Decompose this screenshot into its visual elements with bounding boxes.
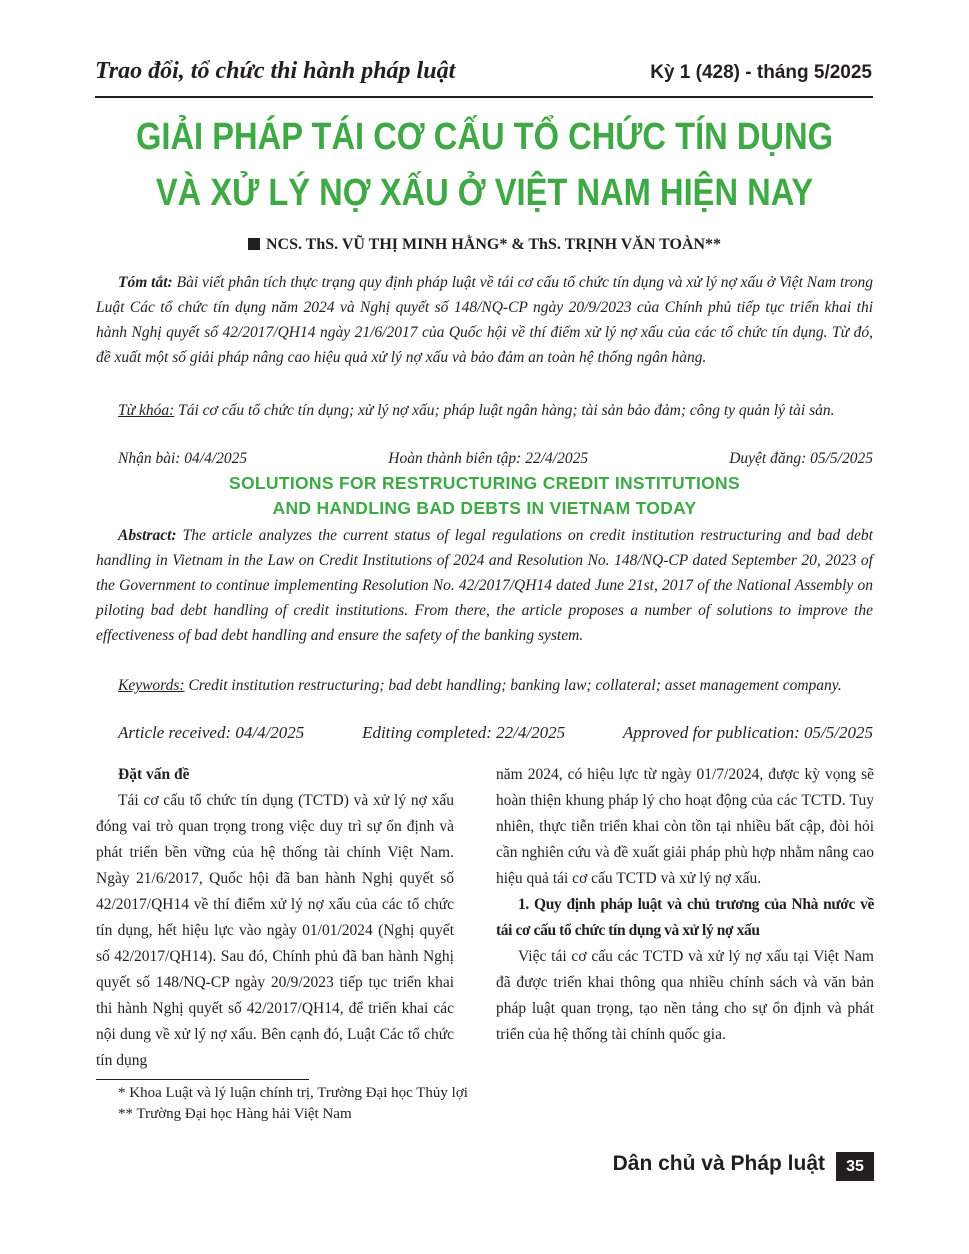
keywords-vi-text: Tái cơ cấu tổ chức tín dụng; xử lý nợ xấu; pháp luật ngân hàng; tài sản bảo đảm; công ty quản lý tài sản. bbox=[174, 402, 835, 419]
journal-name: Dân chủ và Pháp luật bbox=[612, 1152, 825, 1175]
authors-text: NCS. ThS. VŨ THỊ MINH HẰNG* & ThS. TRỊNH VĂN TOÀN** bbox=[265, 236, 722, 253]
running-header-section: Trao đổi, tổ chức thi hành pháp luật bbox=[95, 58, 456, 84]
date-edited-vi: Hoàn thành biên tập: 22/4/2025 bbox=[388, 450, 589, 467]
body-column-right bbox=[496, 762, 874, 1048]
article-title-line-2: VÀ XỬ LÝ NỢ XẤU Ở VIỆT NAM HIỆN NAY bbox=[155, 172, 814, 214]
abstract-en-label: Abstract: bbox=[118, 527, 177, 544]
running-header-issue: Kỳ 1 (428) - tháng 5/2025 bbox=[650, 62, 872, 83]
article-title-line-1: GIẢI PHÁP TÁI CƠ CẤU TỔ CHỨC TÍN DỤNG bbox=[135, 116, 834, 158]
keywords-en-label: Keywords: bbox=[118, 677, 185, 694]
dates-en bbox=[118, 723, 873, 743]
intro-heading: Đặt vấn đề bbox=[118, 766, 190, 783]
section-1-paragraph: Việc tái cơ cấu các TCTD và xử lý nợ xấu tại Việt Nam đã được triển khai thông qua nhiều chính sách và văn bản pháp luật quan trọng, tạo nền tảng cho sự ổn định và phát triển của hệ thống tài chính quốc gia. bbox=[496, 948, 874, 1043]
authors bbox=[0, 236, 969, 254]
date-approved-vi: Duyệt đăng: 05/5/2025 bbox=[729, 450, 873, 467]
intro-paragraph-continued: năm 2024, có hiệu lực từ ngày 01/7/2024, được kỳ vọng sẽ hoàn thiện khung pháp lý cho hoạt động của các TCTD. Tuy nhiên, thực tiễn triển khai còn tồn tại nhiều bất cập, đòi hỏi cần nghiên cứu và đề xuất giải pháp phù hợp nhằm nâng cao hiệu quả tái cơ cấu TCTD và xử lý nợ xấu. bbox=[496, 766, 874, 887]
summary-vi-label: Tóm tắt: bbox=[118, 274, 173, 291]
keywords-vi bbox=[96, 398, 873, 423]
footnote-2: ** Trường Đại học Hàng hải Việt Nam bbox=[118, 1106, 352, 1122]
english-title-line-1: SOLUTIONS FOR RESTRUCTURING CREDIT INSTITUTIONS bbox=[229, 473, 740, 493]
page-number: 35 bbox=[836, 1152, 874, 1181]
keywords-en bbox=[96, 673, 873, 698]
english-title-line-2: AND HANDLING BAD DEBTS IN VIETNAM TODAY bbox=[272, 498, 697, 518]
square-bullet-icon bbox=[248, 238, 260, 250]
header-rule bbox=[95, 96, 873, 98]
summary-vi bbox=[96, 270, 873, 370]
date-received-en: Article received: 04/4/2025 bbox=[118, 723, 305, 742]
keywords-vi-label: Từ khóa: bbox=[118, 402, 175, 419]
section-1-heading: 1. Quy định pháp luật và chủ trương của Nhà nước về tái cơ cấu tổ chức tín dụng và xử lý nợ xấu bbox=[496, 896, 874, 939]
intro-paragraph: Tái cơ cấu tổ chức tín dụng (TCTD) và xử lý nợ xấu đóng vai trò quan trọng trong việc duy trì sự ổn định và phát triển bền vững của hệ thống tài chính Việt Nam. Ngày 21/6/2017, Quốc hội đã ban hành Nghị quyết số 42/2017/QH14 về thí điểm xử lý nợ xấu của các tổ chức tín dụng, hết hiệu lực vào ngày 01/01/2024 (Nghị quyết số 42/2017/QH14). Sau đó, Chính phủ đã ban hành Nghị quyết số 148/NQ-CP ngày 20/9/2023 tiếp tục triển khai thi hành Nghị quyết số 42/2017/QH14, để triển khai các nội dung về xử lý nợ xấu. Bên cạnh đó, Luật Các tổ chức tín dụng bbox=[96, 792, 454, 1069]
date-received-vi: Nhận bài: 04/4/2025 bbox=[118, 450, 248, 467]
date-approved-en: Approved for publication: 05/5/2025 bbox=[622, 723, 873, 742]
abstract-en bbox=[96, 523, 873, 648]
body-column-left bbox=[96, 762, 454, 1074]
summary-vi-text: Bài viết phân tích thực trạng quy định pháp luật về tái cơ cấu tổ chức tín dụng và xử lý nợ xấu ở Việt Nam trong Luật Các tổ chức tín dụng năm 2024 và Nghị quyết số 148/NQ-CP ngày 20/9/2023 của Chính phủ tiếp tục triển khai thi hành Nghị quyết số 42/2017/QH14 ngày 21/6/2017 của Quốc hội về thí điểm xử lý nợ xấu của các tổ chức tín dụng. Từ đó, đề xuất một số giải pháp nâng cao hiệu quả xử lý nợ xấu và bảo đảm an toàn hệ thống ngân hàng. bbox=[96, 274, 873, 366]
keywords-en-text: Credit institution restructuring; bad debt handling; banking law; collateral; asset management company. bbox=[184, 677, 842, 694]
footnote-rule bbox=[96, 1079, 309, 1080]
date-edited-en: Editing completed: 22/4/2025 bbox=[362, 723, 566, 742]
abstract-en-text: The article analyzes the current status of legal regulations on credit institution restructuring and bad debt handling in Vietnam in the Law on Credit Institutions of 2024 and Resolution No. 148/NQ-CP dated September 20, 2023 of the Government to continue implementing Resolution No. 42/2017/QH14 dated June 21st, 2017 of the National Assembly on piloting bad debt handling of credit institutions. From there, the article proposes a number of solutions to improve the effectiveness of bad debt handling and ensure the safety of the banking system. bbox=[96, 527, 873, 644]
footnote-1: * Khoa Luật và lý luận chính trị, Trường Đại học Thủy lợi bbox=[118, 1085, 468, 1101]
dates-vi bbox=[118, 450, 873, 468]
